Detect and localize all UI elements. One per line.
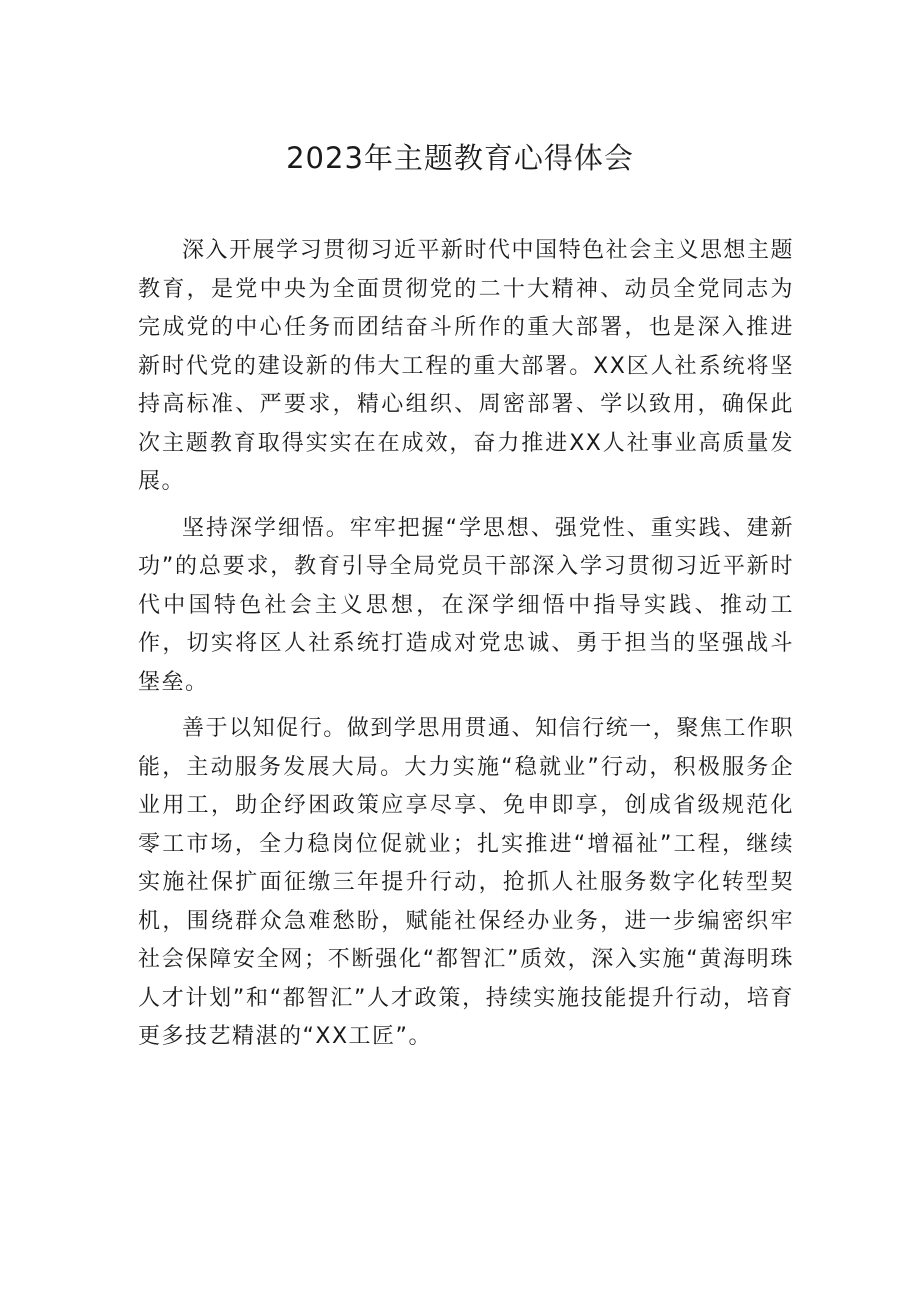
paragraph-knowledge-to-action: 善于以知促行。做到学思用贯通、知信行统一，聚焦工作职能，主动服务发展大局。大力实施“稳就业”行动，积极服务企业用工，助企纾困政策应享尽享、免申即享，创成省级规范化零工市场，全力稳岗位促就业；扎实推进“增福祉”工程，继续实施社保扩面征缴三年提升行动，抢抓人社服务数字化转型契机，围绕群众急难愁盼，赋能社保经办业务，进一步编密织牢社会保障安全网；不断强化“都智汇”质效，深入实施“黄海明珠人才计划”和“都智汇”人才政策，持续实施技能提升行动，培育更多技艺精湛的“XX工匠”。	[138, 716, 794, 1049]
paragraph-deep-study: 坚持深学细悟。牢牢把握“学思想、强党性、重实践、建新功”的总要求，教育引导全局党员干部深入学习贯彻习近平新时代中国特色社会主义思想，在深学细悟中指导实践、推动工作，切实将区人社系统打造成对党忠诚、勇于担当的坚强战斗堡垒。	[138, 515, 794, 695]
document-title: 2023年主题教育心得体会	[286, 141, 634, 175]
document-body	[138, 232, 794, 1065]
paragraph-intro: 深入开展学习贯彻习近平新时代中国特色社会主义思想主题教育，是党中央为全面贯彻党的二十大精神、动员全党同志为完成党的中心任务而团结奋斗所作的重大部署，也是深入推进新时代党的建设新的伟大工程的重大部署。XX区人社系统将坚持高标准、严要求，精心组织、周密部署、学以致用，确保此次主题教育取得实实在在成效，奋力推进XX人社事业高质量发展。	[138, 238, 794, 494]
